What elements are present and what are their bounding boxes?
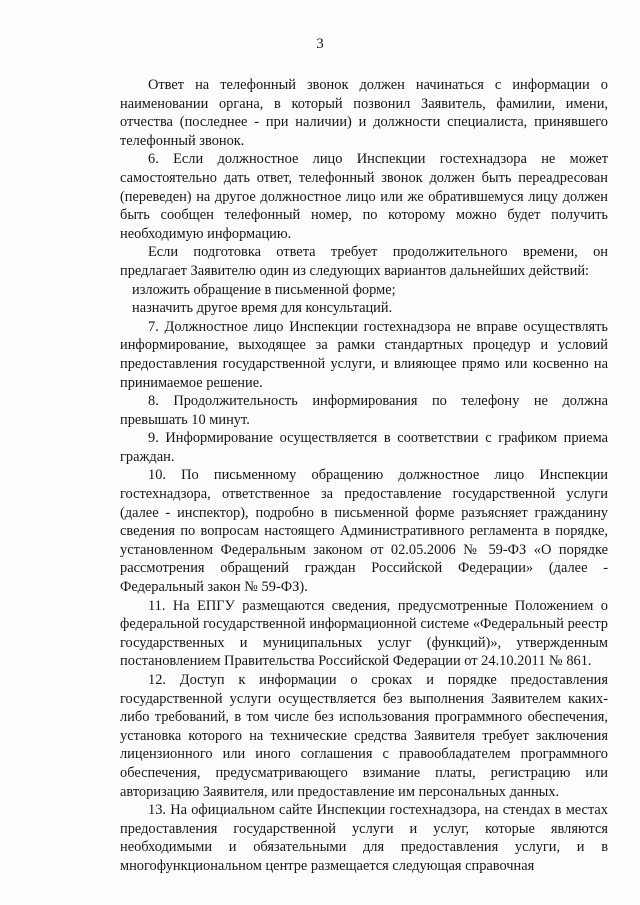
paragraph-item-13: 13. На официальном сайте Инспекции гостехнадзора, на стендах в местах предоставления государственной услуги и услуг, которые являются необходимыми и обязательными для предоставления услуги, и в многофункциональном центре размещается следующая справочная bbox=[120, 802, 608, 874]
paragraph-phone-greeting: Ответ на телефонный звонок должен начинаться с информации о наименовании органа, в который позвонил Заявитель, фамилии, имени, отчества (последнее - при наличии) и должности специалиста, принявшего телефонный звонок. bbox=[120, 77, 608, 149]
paragraph-item-6: 6. Если должностное лицо Инспекции гостехнадзора не может самостоятельно дать ответ, телефонный звонок должен быть переадресован (переведен) на другое должностное лицо или же обратившемуся лицу должен быть сообщен телефонный номер, по которому можно будет получить необходимую информацию. bbox=[120, 151, 608, 242]
paragraph-item-7: 7. Должностное лицо Инспекции гостехнадзора не вправе осуществлять информирование, выходящее за рамки стандартных процедур и условий предоставления государственной услуги, и влияющее прямо или косвенно на принимаемое решение. bbox=[120, 318, 608, 391]
document-body bbox=[120, 76, 608, 876]
paragraph-item-12: 12. Доступ к информации о сроках и порядке предоставления государственной услуги осуществляется без выполнения Заявителем каких-либо требований, в том числе без использования программного обеспечения, установка которого на технические средства Заявителя требует заключения лицензионного или иного соглашения с правообладателем программного обеспечения, предусматривающего взимание платы, регистрацию или авторизацию Заявителя, или предоставление им персональных данных. bbox=[120, 672, 608, 800]
page-number: 3 bbox=[316, 36, 324, 52]
paragraph-item-10: 10. По письменному обращению должностное лицо Инспекции гостехнадзора, ответственное за предоставление государственной услуги (далее - инспектор), подробно в письменной форме разъясняет гражданину сведения по вопросам настоящего Административного регламента в порядке, установленном Федеральным законом от 02.05.2006 № 59-ФЗ «О порядке рассмотрения обращений граждан Российской Федерации» (далее - Федеральный закон № 59-ФЗ). bbox=[120, 467, 608, 596]
option-written-form: изложить обращение в письменной форме; bbox=[132, 281, 396, 298]
paragraph-item-11: 11. На ЕПГУ размещаются сведения, предусмотренные Положением о федеральной государственной информационной системе «Федеральный реестр государственных и муниципальных услуг (функций)», утвержденным постановлением Правительства Российской Федерации от 24.10.2011 № 861. bbox=[120, 597, 608, 670]
paragraph-item-9: 9. Информирование осуществляется в соответствии с графиком приема граждан. bbox=[120, 430, 608, 465]
option-other-time: назначить другое время для консультаций. bbox=[132, 300, 393, 317]
paragraph-long-preparation: Если подготовка ответа требует продолжительного времени, он предлагает Заявителю один из следующих вариантов дальнейших действий: bbox=[120, 244, 608, 279]
paragraph-item-8: 8. Продолжительность информирования по телефону не должна превышать 10 минут. bbox=[120, 393, 608, 428]
